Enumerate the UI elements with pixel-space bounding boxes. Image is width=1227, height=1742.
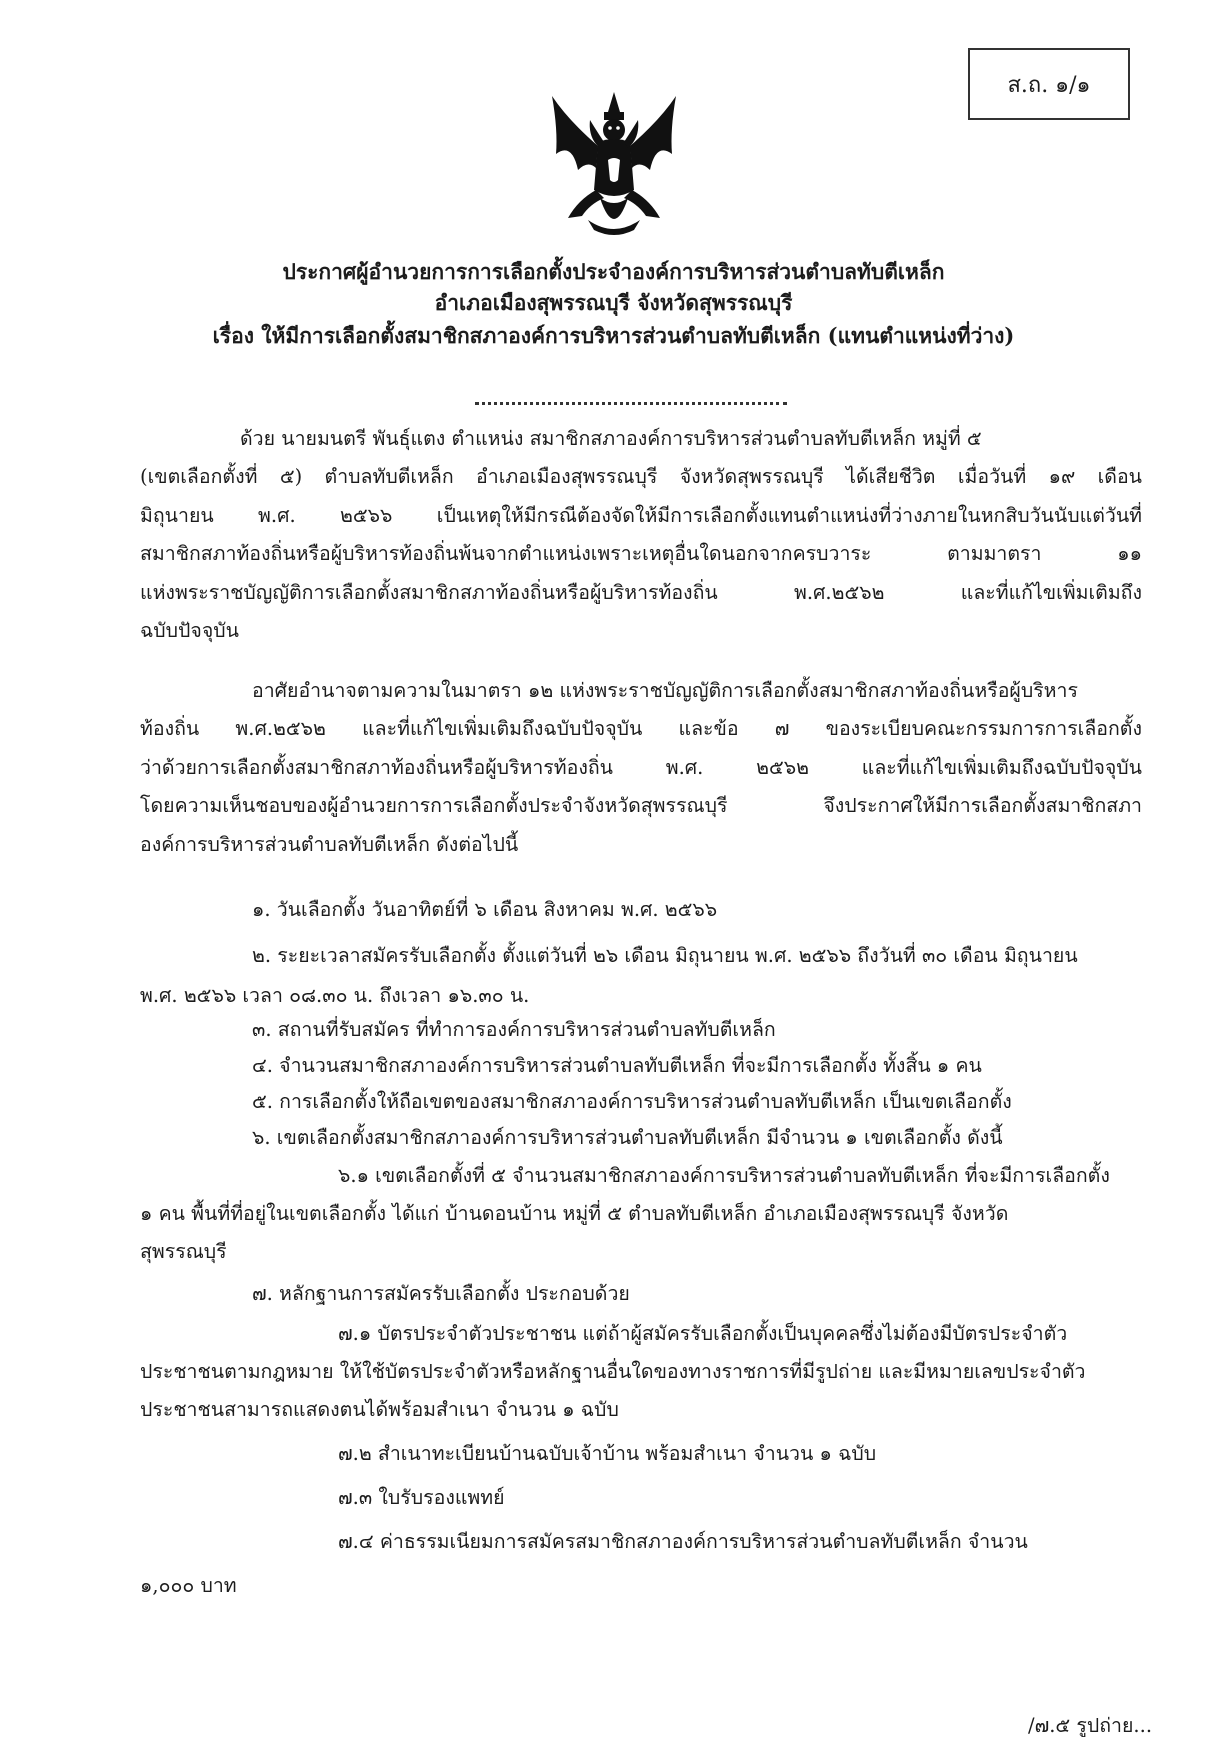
item-7-3: ๗.๓ ใบรับรองแพทย์ <box>338 1486 505 1509</box>
item-7-4-line-2: ๑,๐๐๐ บาท <box>140 1574 237 1597</box>
paragraph-2-line-2: ท้องถิ่น พ.ศ.๒๕๖๒ และที่แก้ไขเพิ่มเติมถึงฉบับปัจจุบัน และข้อ ๗ ของระเบียบคณะกรรมการการเลือกตั้ง <box>140 717 1142 740</box>
item-2-registration-period: ๒. ระยะเวลาสมัครรับเลือกตั้ง ตั้งแต่วันที่ ๒๖ เดือน มิถุนายน พ.ศ. ๒๕๖๖ ถึงวันที่ ๓๐ เดือน มิถุนายน <box>252 944 1078 967</box>
paragraph-1-line-2: (เขตเลือกตั้งที่ ๕) ตำบลทับตีเหล็ก อำเภอเมืองสุพรรณบุรี จังหวัดสุพรรณบุรี ได้เสียชีวิต เมื่อวันที่ ๑๙ เดือน <box>140 465 1142 488</box>
paragraph-1-line-4: สมาชิกสภาท้องถิ่นหรือผู้บริหารท้องถิ่นพ้นจากตำแหน่งเพราะเหตุอื่นใดนอกจากครบวาระ ตามมาตรา ๑๑ <box>140 542 1142 565</box>
item-6-1-line-2: ๑ คน พื้นที่ที่อยู่ในเขตเลือกตั้ง ได้แก่ บ้านดอนบ้าน หมู่ที่ ๕ ตำบลทับตีเหล็ก อำเภอเมืองสุพรรณบุรี จังหวัด <box>140 1202 1009 1225</box>
item-7-1-line-3: ประชาชนสามารถแสดงตนได้พร้อมสำเนา จำนวน ๑ ฉบับ <box>140 1398 619 1421</box>
item-7-2: ๗.๒ สำเนาทะเบียนบ้านฉบับเจ้าบ้าน พร้อมสำเนา จำนวน ๑ ฉบับ <box>338 1442 877 1465</box>
item-7-1-line-1: ๗.๑ บัตรประจำตัวประชาชน แต่ถ้าผู้สมัครรับเลือกตั้งเป็นบุคคลซึ่งไม่ต้องมีบัตรประจำตัว <box>338 1322 1068 1345</box>
heading-divider <box>475 402 787 405</box>
form-code: ส.ถ. ๑/๑ <box>1007 72 1091 98</box>
item-6-1-line-3: สุพรรณบุรี <box>140 1240 227 1263</box>
item-6-1-line-1: ๖.๑ เขตเลือกตั้งที่ ๕ จำนวนสมาชิกสภาองค์การบริหารส่วนตำบลทับตีเหล็ก ที่จะมีการเลือกตั้ง <box>338 1164 1110 1187</box>
paragraph-2-line-3: ว่าด้วยการเลือกตั้งสมาชิกสภาท้องถิ่นหรือผู้บริหารท้องถิ่น พ.ศ. ๒๕๖๒ และที่แก้ไขเพิ่มเติมถึงฉบับปัจจุบัน <box>140 756 1142 779</box>
paragraph-1-line-6: ฉบับปัจจุบัน <box>140 619 239 642</box>
paragraph-1-line-1: ด้วย นายมนตรี พันธุ์แตง ตำแหน่ง สมาชิกสภาองค์การบริหารส่วนตำบลทับตีเหล็ก หมู่ที่ ๕ <box>240 427 982 450</box>
item-3-registration-place: ๓. สถานที่รับสมัคร ที่ทำการองค์การบริหารส่วนตำบลทับตีเหล็ก <box>252 1018 776 1041</box>
continuation-note: /๗.๕ รูปถ่าย... <box>1028 1714 1153 1737</box>
item-4-member-count: ๔. จำนวนสมาชิกสภาองค์การบริหารส่วนตำบลทับตีเหล็ก ที่จะมีการเลือกตั้ง ทั้งสิ้น ๑ คน <box>252 1054 982 1077</box>
item-5-election-zone: ๕. การเลือกตั้งให้ถือเขตของสมาชิกสภาองค์การบริหารส่วนตำบลทับตีเหล็ก เป็นเขตเลือกตั้ง <box>252 1090 1012 1113</box>
paragraph-1-line-5: แห่งพระราชบัญญัติการเลือกตั้งสมาชิกสภาท้องถิ่นหรือผู้บริหารท้องถิ่น พ.ศ.๒๕๖๒ และที่แก้ไขเพิ่มเติมถึง <box>140 581 1142 604</box>
item-7-1-line-2: ประชาชนตามกฎหมาย ให้ใช้บัตรประจำตัวหรือหลักฐานอื่นใดของทางราชการที่มีรูปถ่าย และมีหมายเลขประจำตัว <box>140 1360 1086 1383</box>
item-1-election-date: ๑. วันเลือกตั้ง วันอาทิตย์ที่ ๖ เดือน สิงหาคม พ.ศ. ๒๕๖๖ <box>252 898 718 921</box>
item-6-zone-count: ๖. เขตเลือกตั้งสมาชิกสภาองค์การบริหารส่วนตำบลทับตีเหล็ก มีจำนวน ๑ เขตเลือกตั้ง ดังนี้ <box>252 1126 1003 1149</box>
item-7-evidence: ๗. หลักฐานการสมัครรับเลือกตั้ง ประกอบด้วย <box>252 1282 630 1305</box>
garuda-emblem-icon <box>548 90 680 240</box>
paragraph-2-line-5: องค์การบริหารส่วนตำบลทับตีเหล็ก ดังต่อไปนี้ <box>140 833 519 856</box>
paragraph-2-line-4: โดยความเห็นชอบของผู้อำนวยการการเลือกตั้งประจำจังหวัดสุพรรณบุรี จึงประกาศให้มีการเลือกตั้งสมาชิกสภา <box>140 794 1142 817</box>
paragraph-2-line-1: อาศัยอำนาจตามความในมาตรา ๑๒ แห่งพระราชบัญญัติการเลือกตั้งสมาชิกสภาท้องถิ่นหรือผู้บริหาร <box>252 679 1078 702</box>
paragraph-1-line-3: มิถุนายน พ.ศ. ๒๕๖๖ เป็นเหตุให้มีกรณีต้องจัดให้มีการเลือกตั้งแทนตำแหน่งที่ว่างภายในหกสิบวันนับแต่วันที่ <box>140 504 1142 527</box>
item-2-registration-time: พ.ศ. ๒๕๖๖ เวลา ๐๘.๓๐ น. ถึงเวลา ๑๖.๓๐ น. <box>140 984 530 1007</box>
heading-line-1: ประกาศผู้อำนวยการการเลือกตั้งประจำองค์การบริหารส่วนตำบลทับตีเหล็ก <box>282 259 945 284</box>
item-7-4-line-1: ๗.๔ ค่าธรรมเนียมการสมัครสมาชิกสภาองค์การบริหารส่วนตำบลทับตีเหล็ก จำนวน <box>338 1530 1028 1553</box>
heading-line-2: อำเภอเมืองสุพรรณบุรี จังหวัดสุพรรณบุรี <box>434 290 793 315</box>
heading-line-3: เรื่อง ให้มีการเลือกตั้งสมาชิกสภาองค์การบริหารส่วนตำบลทับตีเหล็ก (แทนตำแหน่งที่ว่าง) <box>212 323 1015 348</box>
form-code-box <box>968 48 1130 120</box>
